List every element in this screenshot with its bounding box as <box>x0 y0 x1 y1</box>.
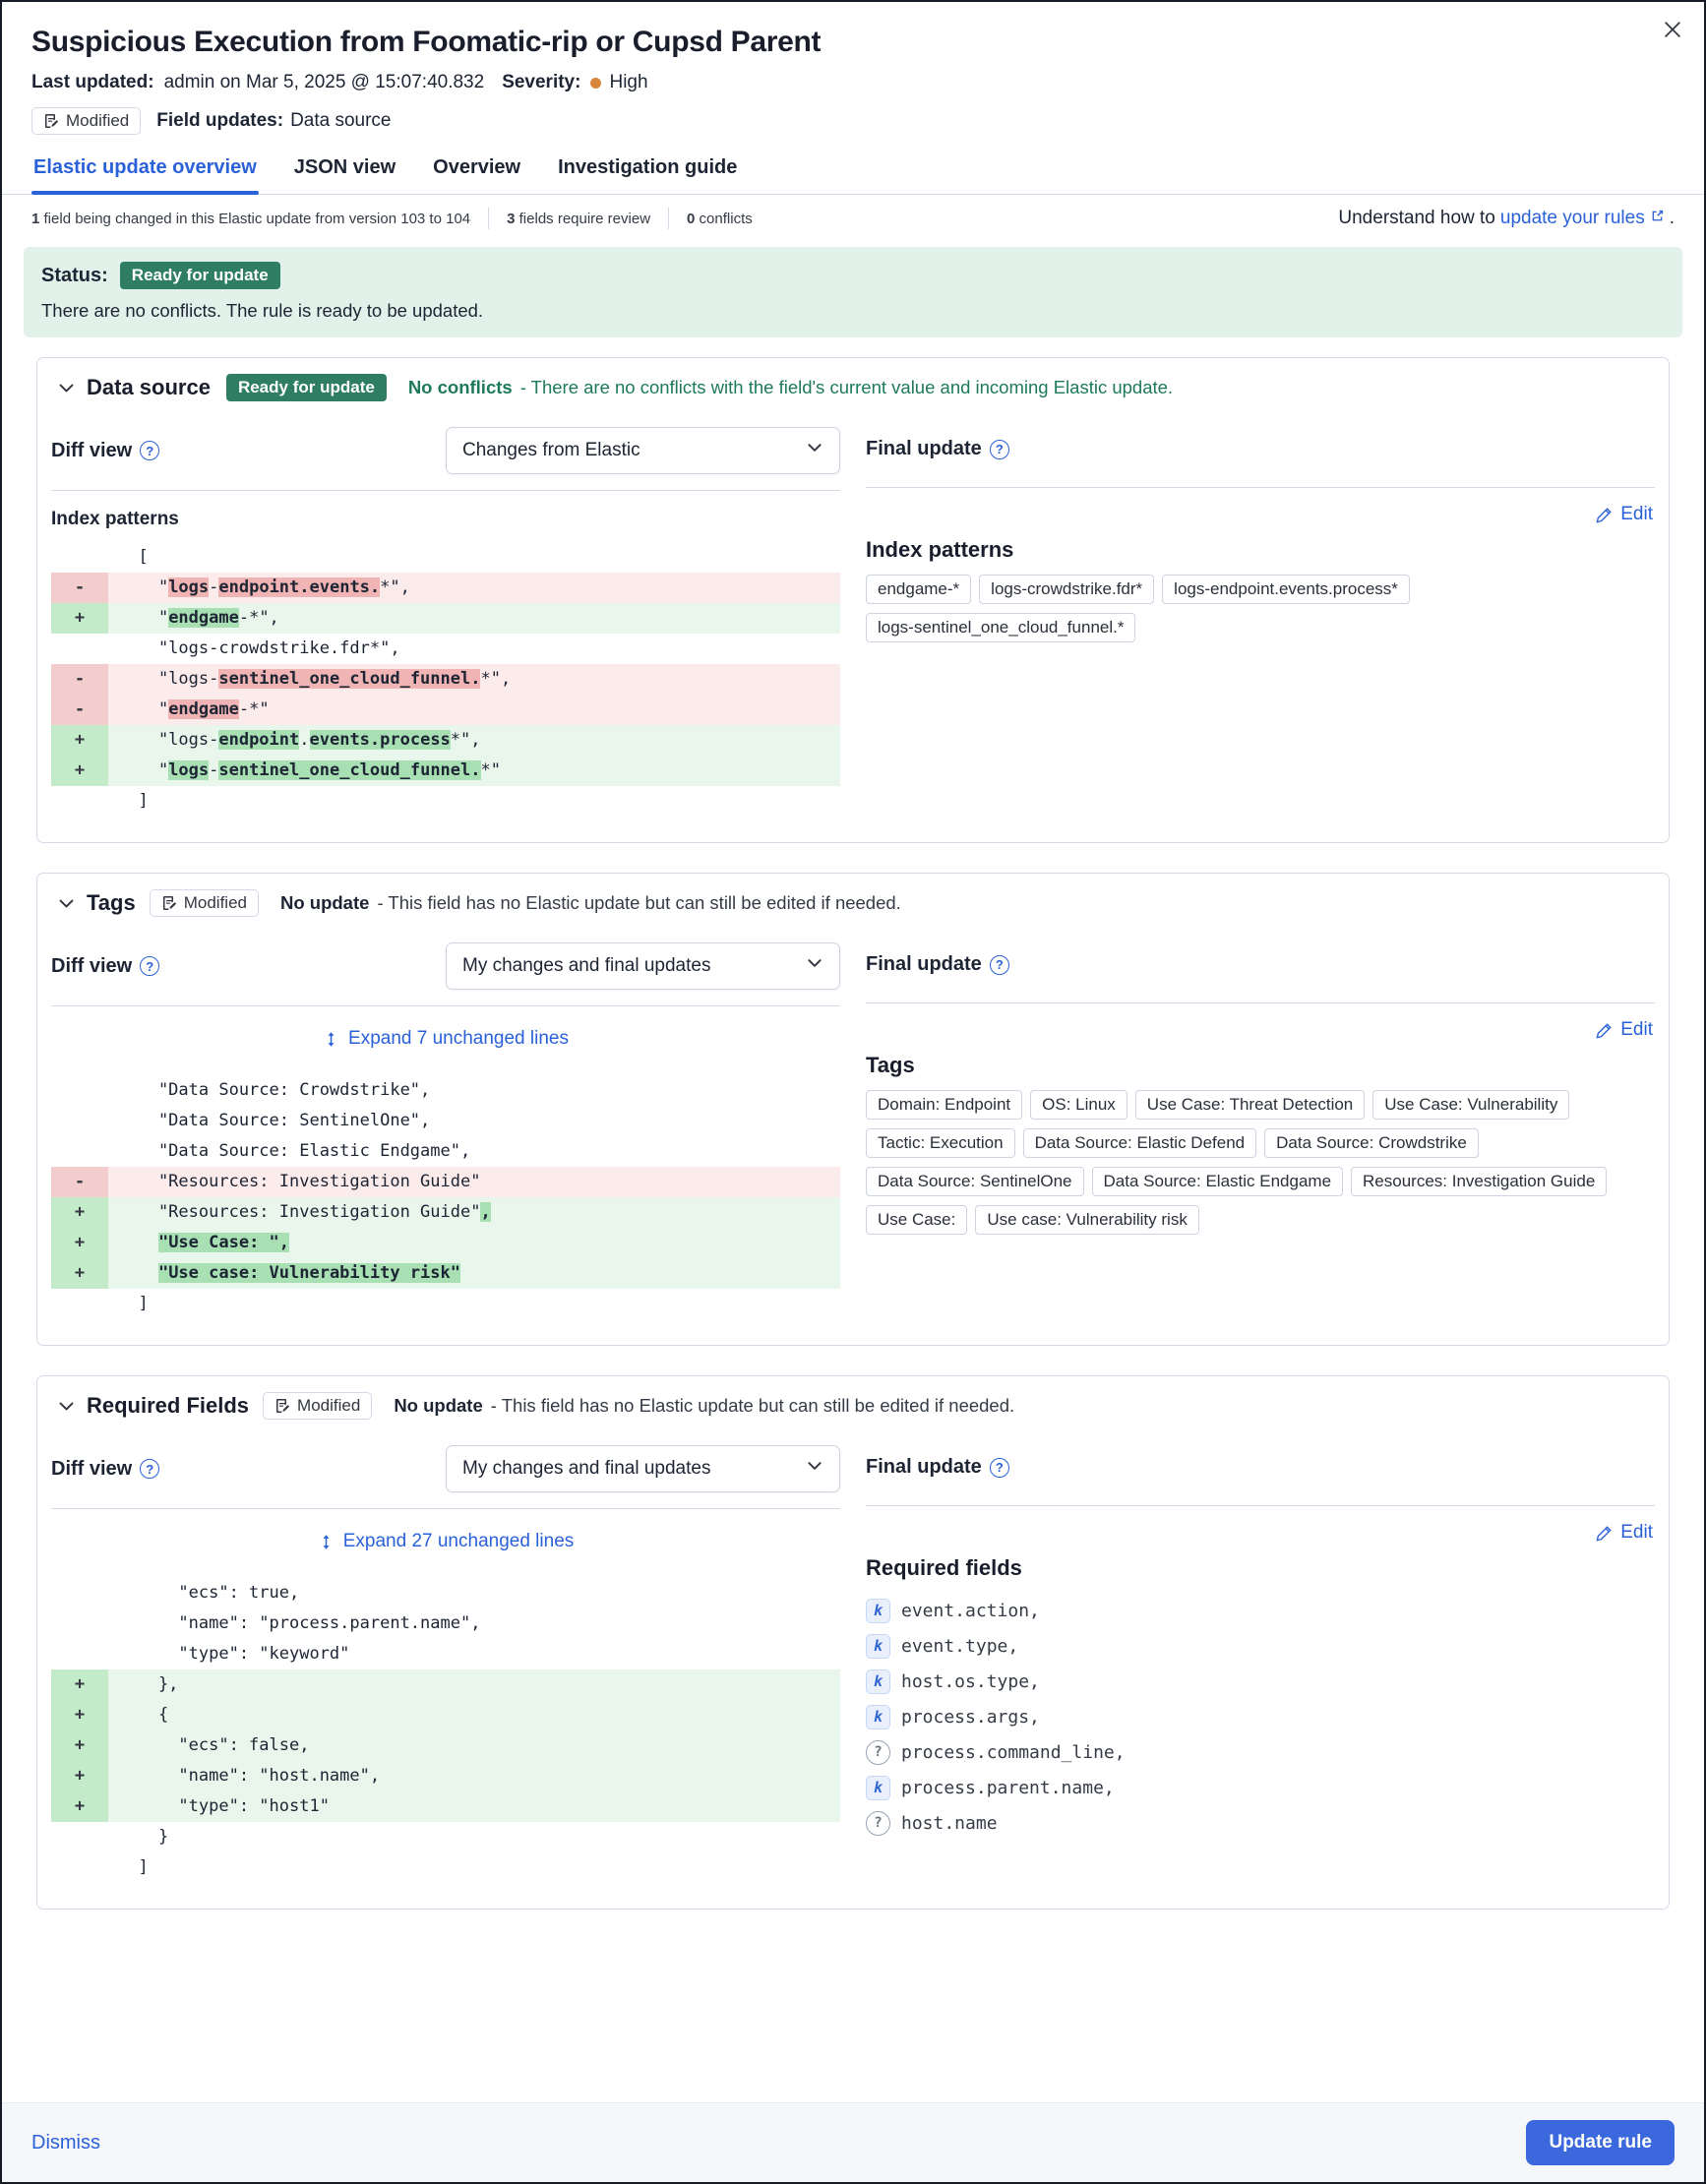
diff-line: + "logs-sentinel_one_cloud_funnel.*" <box>51 756 840 786</box>
last-updated-label: Last updated: <box>31 72 154 92</box>
diff-block <box>51 1012 840 1319</box>
diff-line: + "logs-endpoint.events.process*", <box>51 725 840 756</box>
field-section-tags <box>36 873 1670 1346</box>
required-field-item: ? host.name <box>866 1805 1655 1841</box>
last-updated-value: admin on Mar 5, 2025 @ 15:07:40.832 <box>163 72 485 92</box>
diff-line: + "ecs": false, <box>51 1730 840 1761</box>
page-title: Suspicious Execution from Foomatic-rip or Cupsd Parent <box>31 26 822 58</box>
diff-view-label: Diff view <box>51 954 133 977</box>
pencil-icon <box>1596 507 1613 523</box>
diff-line: + "Use case: Vulnerability risk" <box>51 1258 840 1289</box>
help-icon[interactable]: ? <box>140 441 159 460</box>
diff-line: ] <box>118 791 149 811</box>
required-field-item: ? process.command_line, <box>866 1734 1655 1770</box>
section-header <box>37 358 1669 417</box>
value-badge: OS: Linux <box>1030 1090 1127 1120</box>
chevron-down-icon <box>806 954 823 978</box>
help-icon[interactable]: ? <box>990 955 1009 975</box>
final-field-heading: Required fields <box>866 1555 1022 1580</box>
diff-line: "name": "process.parent.name", <box>118 1613 481 1633</box>
final-update-column <box>866 935 1655 1319</box>
expand-unchanged-link[interactable]: Expand 7 unchanged lines <box>323 1028 569 1050</box>
keyword-type-icon: k <box>866 1634 890 1659</box>
section-body <box>37 1435 1669 1909</box>
chevron-down-icon[interactable] <box>51 1391 81 1421</box>
diff-line: "Data Source: SentinelOne", <box>118 1111 431 1130</box>
diff-line: - "logs-sentinel_one_cloud_funnel.*", <box>51 664 840 695</box>
modified-badge: Modified <box>150 889 259 917</box>
expand-unchanged-link[interactable]: Expand 27 unchanged lines <box>318 1531 575 1552</box>
status-message: There are no conflicts. The rule is ready to be updated. <box>41 300 484 321</box>
diff-column <box>51 935 840 1319</box>
diff-line: + }, <box>51 1669 840 1700</box>
diff-view-select[interactable]: My changes and final updates <box>446 942 840 990</box>
diff-line: + "type": "host1" <box>51 1791 840 1822</box>
value-badge: Use Case: Threat Detection <box>1135 1090 1365 1120</box>
keyword-type-icon: k <box>866 1669 890 1694</box>
flyout-header <box>2 2 1704 135</box>
diff-column <box>51 1437 840 1883</box>
value-badge: endgame-* <box>866 575 971 604</box>
help-note: Understand how to update your rules . <box>1338 208 1675 228</box>
field-updates-label: Field updates: <box>156 110 284 131</box>
diff-field-heading: Index patterns <box>51 509 179 529</box>
final-update-column <box>866 419 1655 817</box>
final-field-heading: Index patterns <box>866 537 1014 562</box>
chevron-down-icon <box>806 439 823 462</box>
update-rule-button[interactable]: Update rule <box>1526 2120 1675 2165</box>
help-icon[interactable]: ? <box>140 956 159 976</box>
rule-meta <box>31 72 1675 93</box>
section-title: Data source <box>87 375 211 399</box>
help-icon[interactable]: ? <box>990 440 1009 459</box>
section-title: Required Fields <box>87 1393 250 1418</box>
section-status: No conflicts - There are no conflicts with the field's current value and incoming Elastic update. <box>407 377 1174 397</box>
tabs <box>2 154 1704 195</box>
final-update-label: Final update <box>866 1456 982 1478</box>
diff-line: "logs-crowdstrike.fdr*", <box>118 638 400 658</box>
required-field-item: k host.os.type, <box>866 1664 1655 1699</box>
required-field-item: k event.action, <box>866 1593 1655 1628</box>
pencil-icon <box>1596 1022 1613 1039</box>
diff-line: "type": "keyword" <box>118 1644 350 1664</box>
required-field-item: k process.parent.name, <box>866 1770 1655 1805</box>
keyword-type-icon: k <box>866 1599 890 1623</box>
final-badges <box>866 1090 1655 1235</box>
status-banner <box>24 247 1682 337</box>
diff-block <box>51 1515 840 1883</box>
diff-line: "ecs": true, <box>118 1583 300 1603</box>
value-badge: Use Case: <box>866 1205 967 1235</box>
section-header <box>37 874 1669 933</box>
field-updates-value: Data source <box>290 110 392 131</box>
diff-block <box>51 542 840 817</box>
divider <box>488 208 489 229</box>
value-badge: Use Case: Vulnerability <box>1372 1090 1569 1120</box>
diff-view-select[interactable]: My changes and final updates <box>446 1445 840 1492</box>
diff-view-label: Diff view <box>51 439 133 461</box>
diff-line: } <box>118 1827 169 1847</box>
final-update-label: Final update <box>866 438 982 459</box>
modified-icon <box>274 1398 290 1414</box>
chevron-down-icon <box>806 1457 823 1481</box>
field-section-required-fields <box>36 1375 1670 1910</box>
fields-changed-stat: 1 field being changed in this Elastic update from version 103 to 104 <box>31 210 471 227</box>
value-badge: Data Source: SentinelOne <box>866 1167 1084 1196</box>
divider <box>668 208 669 229</box>
update-rules-link[interactable]: update your rules <box>1500 208 1665 229</box>
value-badge: logs-sentinel_one_cloud_funnel.* <box>866 613 1135 642</box>
rule-badges <box>31 107 1675 135</box>
final-fields <box>866 1593 1655 1841</box>
required-field-item: k event.type, <box>866 1628 1655 1664</box>
diff-line: + { <box>51 1700 840 1730</box>
expand-vertical-icon <box>318 1534 335 1550</box>
section-title: Tags <box>87 890 136 915</box>
external-link-icon <box>1650 208 1665 229</box>
severity-value: High <box>609 72 648 92</box>
help-icon[interactable]: ? <box>140 1459 159 1479</box>
edit-button[interactable]: Edit <box>1596 504 1653 525</box>
modified-badge: Modified <box>263 1392 372 1420</box>
status-label: Status: <box>41 264 108 286</box>
final-field-heading: Tags <box>866 1053 915 1077</box>
diff-line: + "name": "host.name", <box>51 1761 840 1791</box>
modified-icon <box>43 113 59 129</box>
field-section-data-source <box>36 357 1670 843</box>
unknown-type-icon: ? <box>866 1740 890 1765</box>
required-field-item: k process.args, <box>866 1699 1655 1734</box>
close-icon[interactable] <box>1659 16 1686 43</box>
severity-dot-icon <box>590 78 601 89</box>
diff-line: - "logs-endpoint.events.*", <box>51 573 840 603</box>
diff-line: [ <box>118 547 149 567</box>
fields-review-stat: 3 fields require review <box>507 210 651 227</box>
modified-badge: Modified <box>31 107 141 135</box>
diff-line: "Data Source: Elastic Endgame", <box>118 1141 471 1161</box>
severity-label: Severity: <box>502 72 581 92</box>
expand-vertical-icon <box>323 1031 339 1048</box>
keyword-type-icon: k <box>866 1705 890 1729</box>
final-badges <box>866 575 1655 642</box>
edit-button[interactable]: Edit <box>1596 1522 1653 1544</box>
value-badge: Tactic: Execution <box>866 1128 1015 1158</box>
diff-line: - "endgame-*" <box>51 695 840 725</box>
diff-line: ] <box>118 1294 149 1313</box>
final-update-column <box>866 1437 1655 1883</box>
section-header <box>37 1376 1669 1435</box>
section-body <box>37 933 1669 1345</box>
modified-icon <box>161 895 177 911</box>
expand-unchanged-row <box>51 1012 840 1075</box>
section-status: No update - This field has no Elastic update but can still be edited if needed. <box>394 1395 1015 1416</box>
value-badge: Data Source: Crowdstrike <box>1264 1128 1479 1158</box>
edit-button[interactable]: Edit <box>1596 1019 1653 1041</box>
diff-line: - "Resources: Investigation Guide" <box>51 1167 840 1197</box>
help-icon[interactable]: ? <box>990 1458 1009 1478</box>
value-badge: logs-endpoint.events.process* <box>1162 575 1410 604</box>
dismiss-button[interactable]: Dismiss <box>31 2131 100 2154</box>
section-body <box>37 417 1669 842</box>
pencil-icon <box>1596 1525 1613 1542</box>
diff-line: + "Use Case: ", <box>51 1228 840 1258</box>
diff-line: + "Resources: Investigation Guide", <box>51 1197 840 1228</box>
tab-elastic-update-overview[interactable]: Elastic update overview <box>31 154 259 194</box>
value-badge: Data Source: Elastic Defend <box>1023 1128 1257 1158</box>
flyout-footer <box>2 2102 1704 2182</box>
update-info-bar <box>2 195 1704 241</box>
diff-view-select[interactable]: Changes from Elastic <box>446 427 840 474</box>
value-badge: Resources: Investigation Guide <box>1351 1167 1607 1196</box>
ready-for-update-badge: Ready for update <box>226 374 387 401</box>
value-badge: Use case: Vulnerability risk <box>975 1205 1198 1235</box>
value-badge: Domain: Endpoint <box>866 1090 1022 1120</box>
diff-line: + "endgame-*", <box>51 603 840 634</box>
expand-unchanged-row <box>51 1515 840 1578</box>
status-badge: Ready for update <box>120 262 280 289</box>
diff-column <box>51 419 840 817</box>
chevron-down-icon[interactable] <box>51 373 81 402</box>
tab-investigation-guide[interactable]: Investigation guide <box>558 156 738 178</box>
conflicts-stat: 0 conflicts <box>687 210 753 227</box>
tab-overview[interactable]: Overview <box>433 156 521 178</box>
section-status: No update - This field has no Elastic update but can still be edited if needed. <box>279 892 901 913</box>
unknown-type-icon: ? <box>866 1811 890 1836</box>
diff-view-label: Diff view <box>51 1457 133 1480</box>
sections <box>2 357 1704 1939</box>
final-update-label: Final update <box>866 953 982 975</box>
tab-json-view[interactable]: JSON view <box>293 156 396 178</box>
diff-line: ] <box>118 1857 149 1877</box>
chevron-down-icon[interactable] <box>51 888 81 918</box>
keyword-type-icon: k <box>866 1776 890 1800</box>
value-badge: Data Source: Elastic Endgame <box>1092 1167 1344 1196</box>
value-badge: logs-crowdstrike.fdr* <box>979 575 1154 604</box>
diff-line: "Data Source: Crowdstrike", <box>118 1080 431 1100</box>
